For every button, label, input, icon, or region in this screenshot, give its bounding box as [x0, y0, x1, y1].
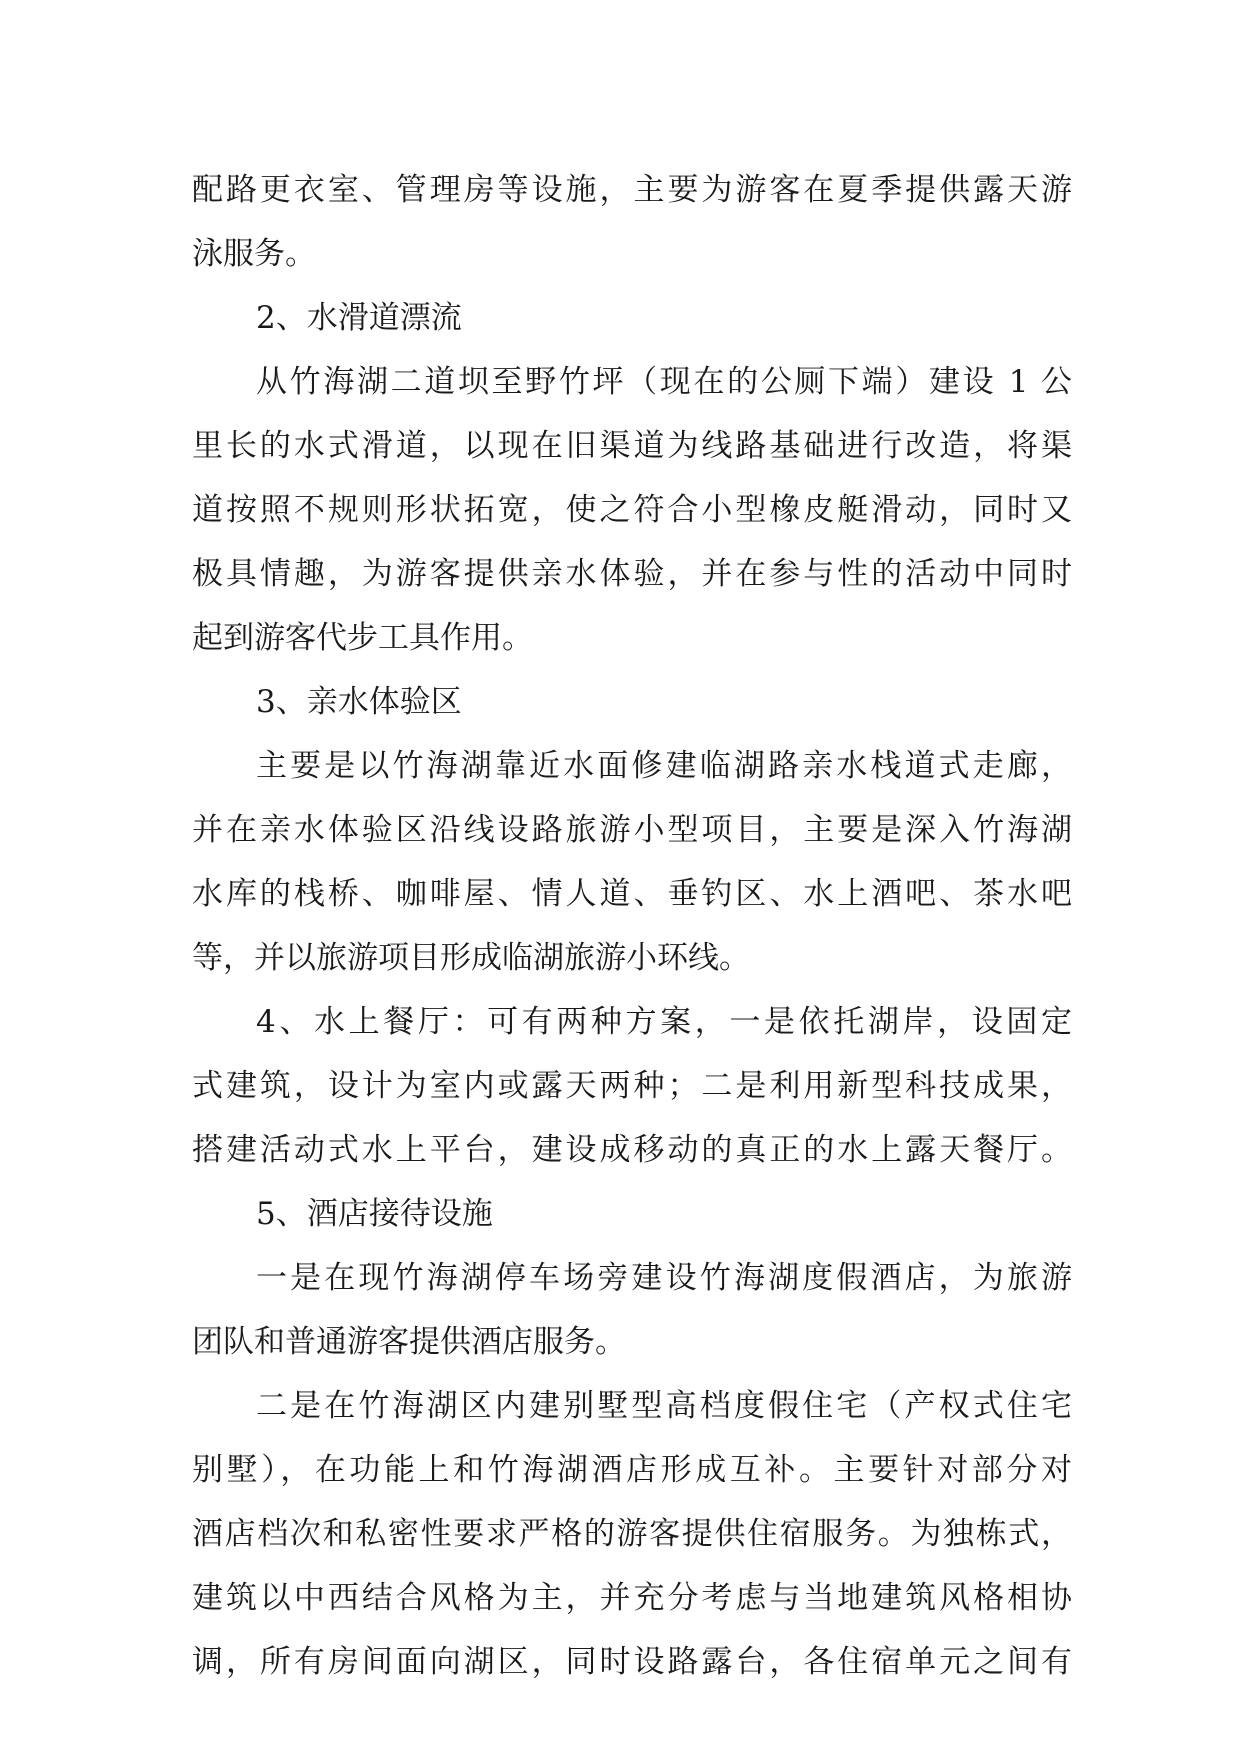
text-line: 4、水上餐厅：可有两种方案，一是依托湖岸，设固定 [256, 1004, 1072, 1040]
text-line: 等，并以旅游项目形成临湖旅游小环线。 [192, 940, 750, 976]
text-line: 里长的水式滑道，以现在旧渠道为线路基础进行改造，将渠 [192, 428, 1072, 464]
section-heading: 2、水滑道漂流 [256, 300, 462, 336]
section-heading: 3、亲水体验区 [256, 684, 462, 720]
document-body [192, 158, 1072, 1694]
text-line: 别墅），在功能上和竹海湖酒店形成互补。主要针对部分对 [192, 1452, 1072, 1488]
text-line: 团队和普通游客提供酒店服务。 [192, 1324, 626, 1360]
text-line: 起到游客代步工具作用。 [192, 620, 533, 656]
text-line: 并在亲水体验区沿线设路旅游小型项目，主要是深入竹海湖 [192, 812, 1072, 848]
text-line: 配路更衣室、管理房等设施，主要为游客在夏季提供露天游 [192, 172, 1072, 208]
text-line: 式建筑，设计为室内或露天两种；二是利用新型科技成果， [192, 1068, 1072, 1104]
section-heading: 5、酒店接待设施 [256, 1196, 493, 1232]
text-line: 极具情趣，为游客提供亲水体验，并在参与性的活动中同时 [192, 556, 1072, 592]
text-line: 酒店档次和私密性要求严格的游客提供住宿服务。为独栋式， [192, 1516, 1072, 1552]
text-line: 水库的栈桥、咖啡屋、情人道、垂钓区、水上酒吧、茶水吧 [192, 876, 1072, 912]
text-line: 主要是以竹海湖靠近水面修建临湖路亲水栈道式走廊， [256, 748, 1072, 784]
text-line: 一是在现竹海湖停车场旁建设竹海湖度假酒店，为旅游 [256, 1260, 1072, 1296]
text-line: 调，所有房间面向湖区，同时设路露台，各住宿单元之间有 [192, 1644, 1072, 1680]
text-line: 泳服务。 [192, 236, 316, 272]
text-line: 二是在竹海湖区内建别墅型高档度假住宅（产权式住宅 [256, 1388, 1072, 1424]
text-line: 搭建活动式水上平台，建设成移动的真正的水上露天餐厅。 [192, 1132, 1072, 1168]
text-line: 道按照不规则形状拓宽，使之符合小型橡皮艇滑动，同时又 [192, 492, 1072, 528]
text-line: 建筑以中西结合风格为主，并充分考虑与当地建筑风格相协 [192, 1580, 1072, 1616]
text-line: 从竹海湖二道坝至野竹坪（现在的公厕下端）建设 1 公 [256, 364, 1072, 400]
